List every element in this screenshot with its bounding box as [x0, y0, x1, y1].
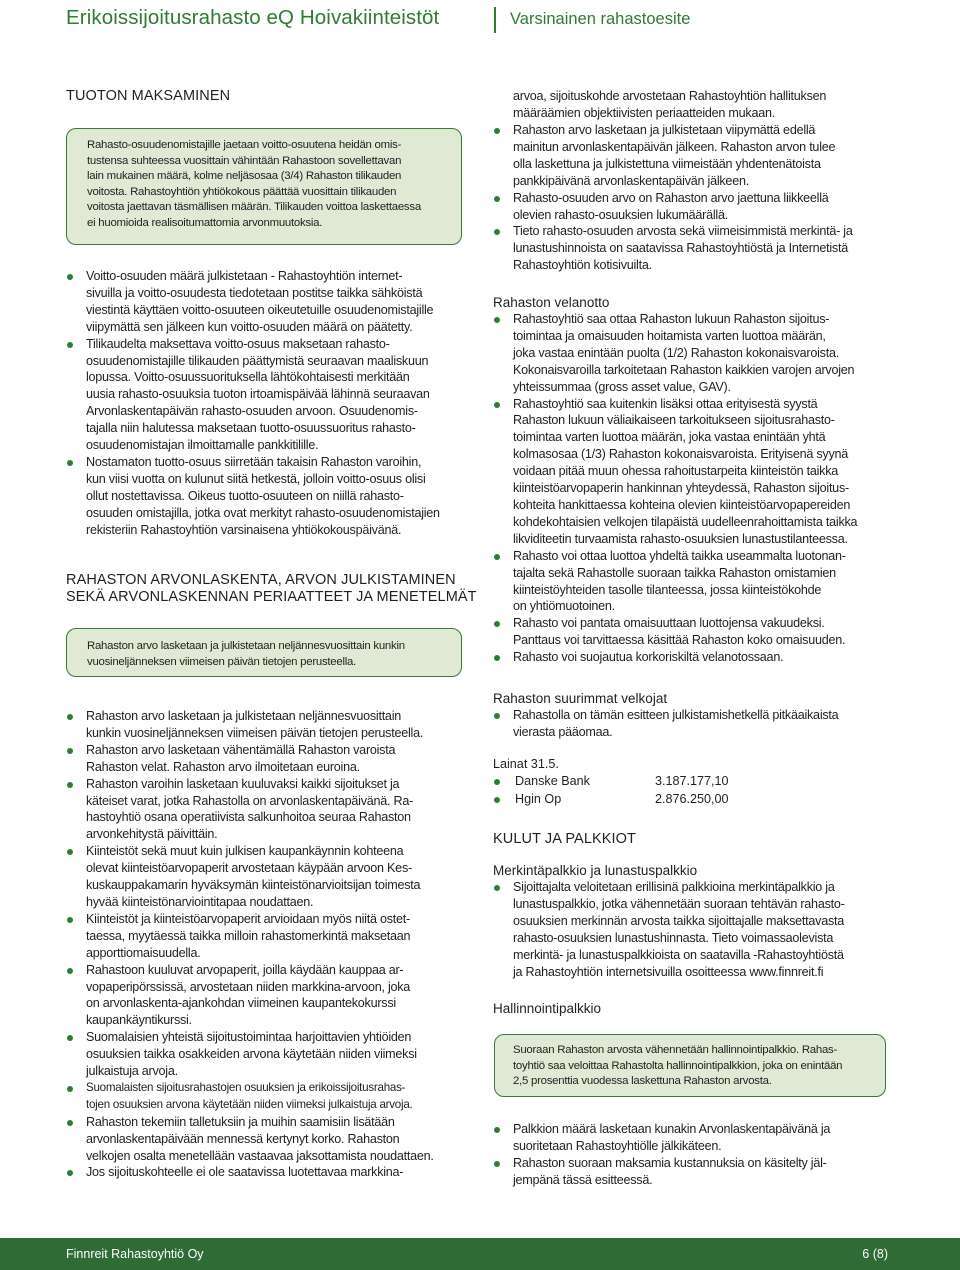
list-line: Rahaston suoraan maksamia kustannuksia on käsitelty jäl-: [513, 1155, 827, 1170]
box-line: vuosineljänneksen viimeisen päivän tietojen perusteella.: [87, 655, 357, 668]
list-line: Rahastoyhtiö saa ottaa Rahaston lukuun Rahaston sijoitus-: [513, 312, 830, 326]
list-line: Rahastoyhtiö saa kuitenkin lisäksi ottaa erityisestä syystä: [513, 396, 818, 411]
tuoton-maksaminen-list: [66, 268, 476, 539]
arvonlaskenta-list: [66, 708, 476, 1181]
list-line: viestintä käyttäen voitto-osuuteen oikeutetuille osuudenomistajille: [86, 302, 434, 317]
document-subtitle: Varsinainen rahastoesite: [510, 10, 691, 28]
velanotto-list: [493, 311, 913, 666]
list-line: kunkin vuosineljänneksen viimeisen päivän tietojen perusteella.: [86, 725, 424, 740]
list-line: Panttaus voi tarvittaessa käsittää Rahaston koko omaisuuden.: [513, 633, 846, 648]
list-line: Kiinteistöt ja kiinteistöarvopaperit arvioidaan myös niitä ostet-: [86, 911, 410, 926]
list-line: arvonlaskentapäivään mennessä kertynyt korko. Rahaston: [86, 1131, 400, 1146]
list-line: osuuksien taikka osakkeiden arvona käytetään niiden viimeksi: [86, 1047, 417, 1062]
list-line: likviditeetin turvaamista rahasto-osuuksien lunastustilanteessa.: [513, 531, 848, 546]
list-item: [493, 396, 913, 548]
list-line: apporttiomaisuudella.: [86, 945, 201, 960]
page-footer: [0, 1238, 960, 1270]
list-line: ollut nostettavissa. Oikeus tuotto-osuuteen on niillä rahasto-: [86, 488, 404, 503]
list-line: Suomalaisten sijoitusrahastojen osuuksien ja erikoissijoitusrahas-: [86, 1080, 406, 1094]
list-line: Rahaston arvo lasketaan vähentämällä Rahaston varoista: [86, 742, 396, 757]
list-line: Rahasto-osuuden arvo on Rahaston arvo jaettuna liikkeellä: [513, 190, 829, 205]
list-line: sivuilla ja voitto-osuudesta tiedotetaan postitse taikka sähköistä: [86, 285, 423, 300]
list-line: lunastushinnoista on saatavissa Rahastoyhtiöstä ja Internetistä: [513, 241, 848, 256]
list-line: käteiset varat, jotka Rahastolla on arvonlaskentapäivänä. Ra-: [86, 793, 414, 808]
list-line: kaupankäyntikurssi.: [86, 1013, 192, 1028]
list-line: voidaan pitää muun ohessa rahoitustarpeita kiinteistön taikka: [513, 464, 838, 479]
loan-row: [493, 773, 793, 791]
box-line: voitosta. Rahastoyhtiön yhtiökokous päättää vuosittain tilikauden: [87, 185, 397, 198]
list-line: tajalta sekä Rahastolle suoraan taikka Rahaston omistamien: [513, 565, 836, 580]
loans-list: [493, 773, 793, 808]
loan-amount: 2.876.250,00: [655, 791, 729, 806]
list-line: kiinteistöarvopaperin hankinnan yhteydessä, Rahaston sijoitus-: [513, 481, 849, 496]
summary-box-tuoton-maksaminen: [66, 128, 462, 245]
loan-row: [493, 791, 793, 809]
list-line: Arvonlaskentapäivän rahasto-osuuden arvoon. Osuudenomis-: [86, 404, 418, 419]
velkojat-list: [493, 707, 913, 741]
list-line: hyvää kiinteistönarviointitapaa noudattaen.: [86, 894, 314, 909]
list-item: [493, 707, 913, 741]
list-line: tajalla niin halutessa maksetaan tuotto-osuussuoritus rahasto-: [86, 421, 416, 436]
list-item: [493, 1155, 913, 1189]
box-line: 2,5 prosenttia vuodessa laskettuna Rahaston arvosta.: [513, 1075, 772, 1088]
list-line: Sijoittajalta veloitetaan erillisinä palkkioina merkintäpalkkio ja: [513, 880, 835, 894]
list-item: [66, 454, 476, 539]
list-line: suoritetaan Rahastoyhtiölle jälkikäteen.: [513, 1138, 722, 1153]
list-line: toimintaa ja omaisuuden hoitamista varten luottoa määrän,: [513, 328, 826, 343]
list-line: kiinteistöyhteiden tasolle tilanteessa, jossa kiinteistökohde: [513, 582, 822, 597]
list-line: mainitun arvonlaskentapäivän jälkeen. Rahaston arvon tulee: [513, 139, 836, 154]
subheading-velkojat: Rahaston suurimmat velkojat: [493, 691, 668, 706]
list-item: [66, 1029, 476, 1080]
list-item: [66, 336, 476, 454]
list-item: [493, 879, 913, 980]
list-item: [493, 548, 913, 616]
list-line: Tilikaudelta maksettava voitto-osuus maksetaan rahasto-: [86, 336, 390, 351]
list-line: taessa, myytäessä taikka milloin rahastomerkintä maksetaan: [86, 928, 411, 943]
box-line: voitosta jaettavan täsmällisen määrän. Tilikauden voittoa laskettaessa: [87, 201, 421, 214]
continuation-text: [513, 88, 913, 122]
loans-heading: Lainat 31.5.: [493, 757, 559, 771]
box-line: Rahaston arvo lasketaan ja julkistetaan neljännesvuosittain kunkin: [87, 640, 405, 652]
hallinnointi-list: [493, 1121, 913, 1189]
list-line: Rahaston lukuun väliaikaiseen tarkoitukseen sijoitusrahasto-: [513, 413, 835, 428]
list-line: kohteita hankittaessa kohteina olevien kiinteistöarvopapereiden: [513, 497, 851, 512]
document-title: Erikoissijoitusrahasto eQ Hoivakiinteistöt: [66, 6, 440, 29]
list-line: kohdekohtaisien velkojen tilapäistä uudelleenrahoittamista taikka: [513, 514, 858, 529]
list-line: yhteissummaa (gross asset value, GAV).: [513, 379, 731, 394]
list-line: rekisteriin Rahastoyhtiön varsinaisena yhtiökokouspäivänä.: [86, 522, 402, 537]
list-line: osuudenomistajan ilmoittamalle pankkitilille.: [86, 438, 319, 453]
list-item: [66, 843, 476, 911]
box-line: toyhtiö saa veloittaa Rahastolta hallinnointipalkkion, joka on enintään: [513, 1059, 843, 1072]
list-item: [66, 962, 476, 1030]
list-line: arvonkehitystä päivittäin.: [86, 827, 218, 842]
list-item: [66, 911, 476, 962]
list-line: jempänä tässä esitteessä.: [513, 1172, 653, 1187]
list-item: [66, 268, 476, 336]
box-line: tustensa suhteessa vuosittain vähintään Rahastoon sovellettavan: [87, 154, 402, 167]
list-line: osuuden omistajilla, jotka ovat merkityt rahasto-osuudenomistajien: [86, 505, 440, 520]
list-line: tojen osuuksien arvona käytetään niiden viimeksi julkaistuja arvoja.: [86, 1097, 413, 1111]
list-item: [66, 1114, 476, 1165]
list-item: [493, 1121, 913, 1155]
list-line: Rahaston arvo lasketaan ja julkistetaan viipymättä edellä: [513, 123, 816, 137]
list-line: velkojen osalta menetellään vastaavaa jaksottamista noudattaen.: [86, 1148, 434, 1163]
list-line: toimintaa varten luottoa määrän, joka vastaa enintään yhtä: [513, 430, 826, 445]
page-header: [0, 0, 960, 40]
list-line: pankkipäivänä arvonlaskentapäivän jälkeen.: [513, 173, 749, 188]
list-item: [66, 776, 476, 844]
list-line: Jos sijoituskohteelle ei ole saatavissa luotettavaa markkina-: [86, 1165, 404, 1180]
section-title-arvonlaskenta: [66, 572, 477, 606]
list-line: lunastuspalkkio, jotka vähennetään suoraan tehtävän rahasto-: [513, 896, 845, 911]
box-line: Suoraan Rahaston arvosta vähennetään hallinnointipalkkio. Rahas-: [513, 1044, 838, 1056]
list-line: Rahastoon kuuluvat arvopaperit, joilla käydään kauppaa ar-: [86, 962, 404, 977]
section-title-line: SEKÄ ARVONLASKENNAN PERIAATTEET JA MENETELMÄT: [66, 589, 477, 605]
subheading-merkinta: Merkintäpalkkio ja lunastuspalkkio: [493, 863, 698, 878]
header-divider: [494, 7, 496, 33]
summary-box-hallinnointi: [494, 1034, 886, 1097]
list-item: [66, 742, 476, 776]
list-item: [493, 190, 913, 224]
page-number: 6 (8): [862, 1247, 888, 1261]
list-line: olla laskettuna ja julkistettuna viimeistään yhdentenätoista: [513, 156, 821, 171]
list-line: Rahasto voi suojautua korkoriskiltä velanotossaan.: [513, 650, 784, 665]
text-line: arvoa, sijoituskohde arvostetaan Rahastoyhtiön hallituksen: [513, 89, 827, 103]
subheading-hallinnointi: Hallinnointipalkkio: [493, 1001, 602, 1016]
list-item: [493, 122, 913, 190]
section-title-tuoton-maksaminen: TUOTON MAKSAMINEN: [66, 88, 231, 104]
list-line: olevien rahasto-osuuksien lukumäärällä.: [513, 207, 728, 222]
list-line: olevat kiinteistöarvopaperit arvostetaan käypään arvoon Kes-: [86, 861, 412, 876]
list-line: Rahaston varoihin lasketaan kuuluvaksi kaikki sijoitukset ja: [86, 776, 400, 791]
list-line: Rahastoyhtiön kotisivuilta.: [513, 258, 652, 273]
list-line: Kiinteistöt sekä muut kuin julkisen kaupankäynnin kohteena: [86, 844, 404, 859]
list-line: kuskauppakamarin hyväksymän kiinteistönarvioitsijan toimesta: [86, 878, 421, 893]
list-line: merkintä- ja lunastuspalkkioista on saatavilla -Rahastoyhtiöstä: [513, 947, 844, 962]
list-line: Nostamaton tuotto-osuus siirretään takaisin Rahaston varoihin,: [86, 454, 422, 469]
loan-amount: 3.187.177,10: [655, 774, 729, 788]
list-line: osuuksien merkinnän arvosta taikka sijoittajalle maksettavasta: [513, 913, 844, 928]
list-line: on arvonlaskenta-ajankohdan viimeinen kaupantekokurssi: [86, 996, 396, 1011]
list-line: uusia rahasto-osuuksia tuoton irtoamispäivää lähinnä seuraavan: [86, 387, 430, 402]
list-line: Voitto-osuuden määrä julkistetaan - Rahastoyhtiön internet-: [86, 269, 403, 283]
list-line: on yhtiömuotoinen.: [513, 599, 615, 614]
list-line: hastoyhtiö osana operatiivista salkunhoitoa seuraa Rahaston: [86, 810, 411, 825]
list-line: ja Rahastoyhtiön internetsivuilla osoitteessa www.finnreit.fi: [513, 964, 824, 979]
loan-lender: Danske Bank: [515, 774, 590, 788]
section-title-line: RAHASTON ARVONLASKENTA, ARVON JULKISTAMINEN: [66, 572, 456, 588]
list-line: joka vastaa enintään puolta (1/2) Rahaston kokonaisvaroista.: [513, 345, 839, 360]
list-item: [493, 649, 913, 666]
list-line: Rahaston tekemiin talletuksiin ja muihin saamisiin lisätään: [86, 1114, 395, 1129]
list-line: kolmasosaa (1/3) Rahaston kokonaisvaroista. Erityisenä syynä: [513, 447, 848, 462]
list-line: viipymättä sen jälkeen kun voitto-osuuden määrä on päätetty.: [86, 319, 413, 334]
subheading-velanotto: Rahaston velanotto: [493, 295, 610, 310]
list-line: Kokonaisvaroilla tarkoitetaan Rahaston kaikkien varojen arvojen: [513, 362, 855, 377]
list-line: Rahastolla on tämän esitteen julkistamishetkellä pitkäaikaista: [513, 708, 839, 722]
list-line: Tieto rahasto-osuuden arvosta sekä viimeisimmistä merkintä- ja: [513, 224, 853, 239]
box-line: lain mukainen määrä, kolme neljäsosaa (3/4) Rahaston tilikauden: [87, 170, 402, 183]
list-line: vopaperipörssissä, arvostetaan niiden markkina-arvoon, joka: [86, 979, 411, 994]
footer-company: Finnreit Rahastoyhtiö Oy: [66, 1247, 204, 1261]
section-title-kulut: KULUT JA PALKKIOT: [493, 831, 636, 847]
list-line: rahasto-osuuksien lunastushinnasta. Tieto voimassaolevista: [513, 930, 834, 945]
list-line: Rahaston arvo lasketaan ja julkistetaan neljännesvuosittain: [86, 709, 401, 723]
list-line: julkaistuja arvoja.: [86, 1064, 178, 1079]
list-line: Suomalaisien yhteistä sijoitustoimintaa harjoittavien yhtiöiden: [86, 1030, 412, 1045]
text-line: määräämien objektiivisten periaatteiden mukaan.: [513, 105, 775, 120]
list-item: [66, 1080, 476, 1114]
arvo-list: [493, 122, 913, 274]
list-line: Palkkion määrä lasketaan kunakin Arvonlaskentapäivänä ja: [513, 1122, 831, 1136]
list-line: osuudenomistajille tilikauden päättymistä seuraavan maaliskuun: [86, 353, 429, 368]
list-line: kun viisi vuotta on kulunut siitä hetkestä, jolloin voitto-osuus olisi: [86, 471, 426, 486]
box-line: ei huomioida realisoitumattomia arvonmuutoksia.: [87, 216, 323, 229]
list-line: Rahasto voi ottaa luottoa yhdeltä taikka useammalta luotonan-: [513, 548, 846, 563]
list-item: [493, 223, 913, 274]
merkinta-list: [493, 879, 913, 980]
list-item: [66, 708, 476, 742]
summary-box-arvonlaskenta: [66, 628, 462, 677]
list-line: lopussa. Voitto-osuussuorituksella lähtökohtaisesti merkitään: [86, 370, 410, 385]
box-line: Rahasto-osuudenomistajille jaetaan voitto-osuutena heidän omis-: [87, 139, 402, 151]
list-item: [493, 311, 913, 396]
list-item: [66, 1164, 476, 1181]
list-line: Rahasto voi pantata omaisuuttaan luottojensa vakuudeksi.: [513, 616, 825, 631]
list-line: Rahaston velat. Rahaston arvo ilmoitetaan euroina.: [86, 759, 360, 774]
list-line: vierasta pääomaa.: [513, 724, 613, 739]
loan-lender: Hgin Op: [515, 791, 562, 806]
list-item: [493, 615, 913, 649]
